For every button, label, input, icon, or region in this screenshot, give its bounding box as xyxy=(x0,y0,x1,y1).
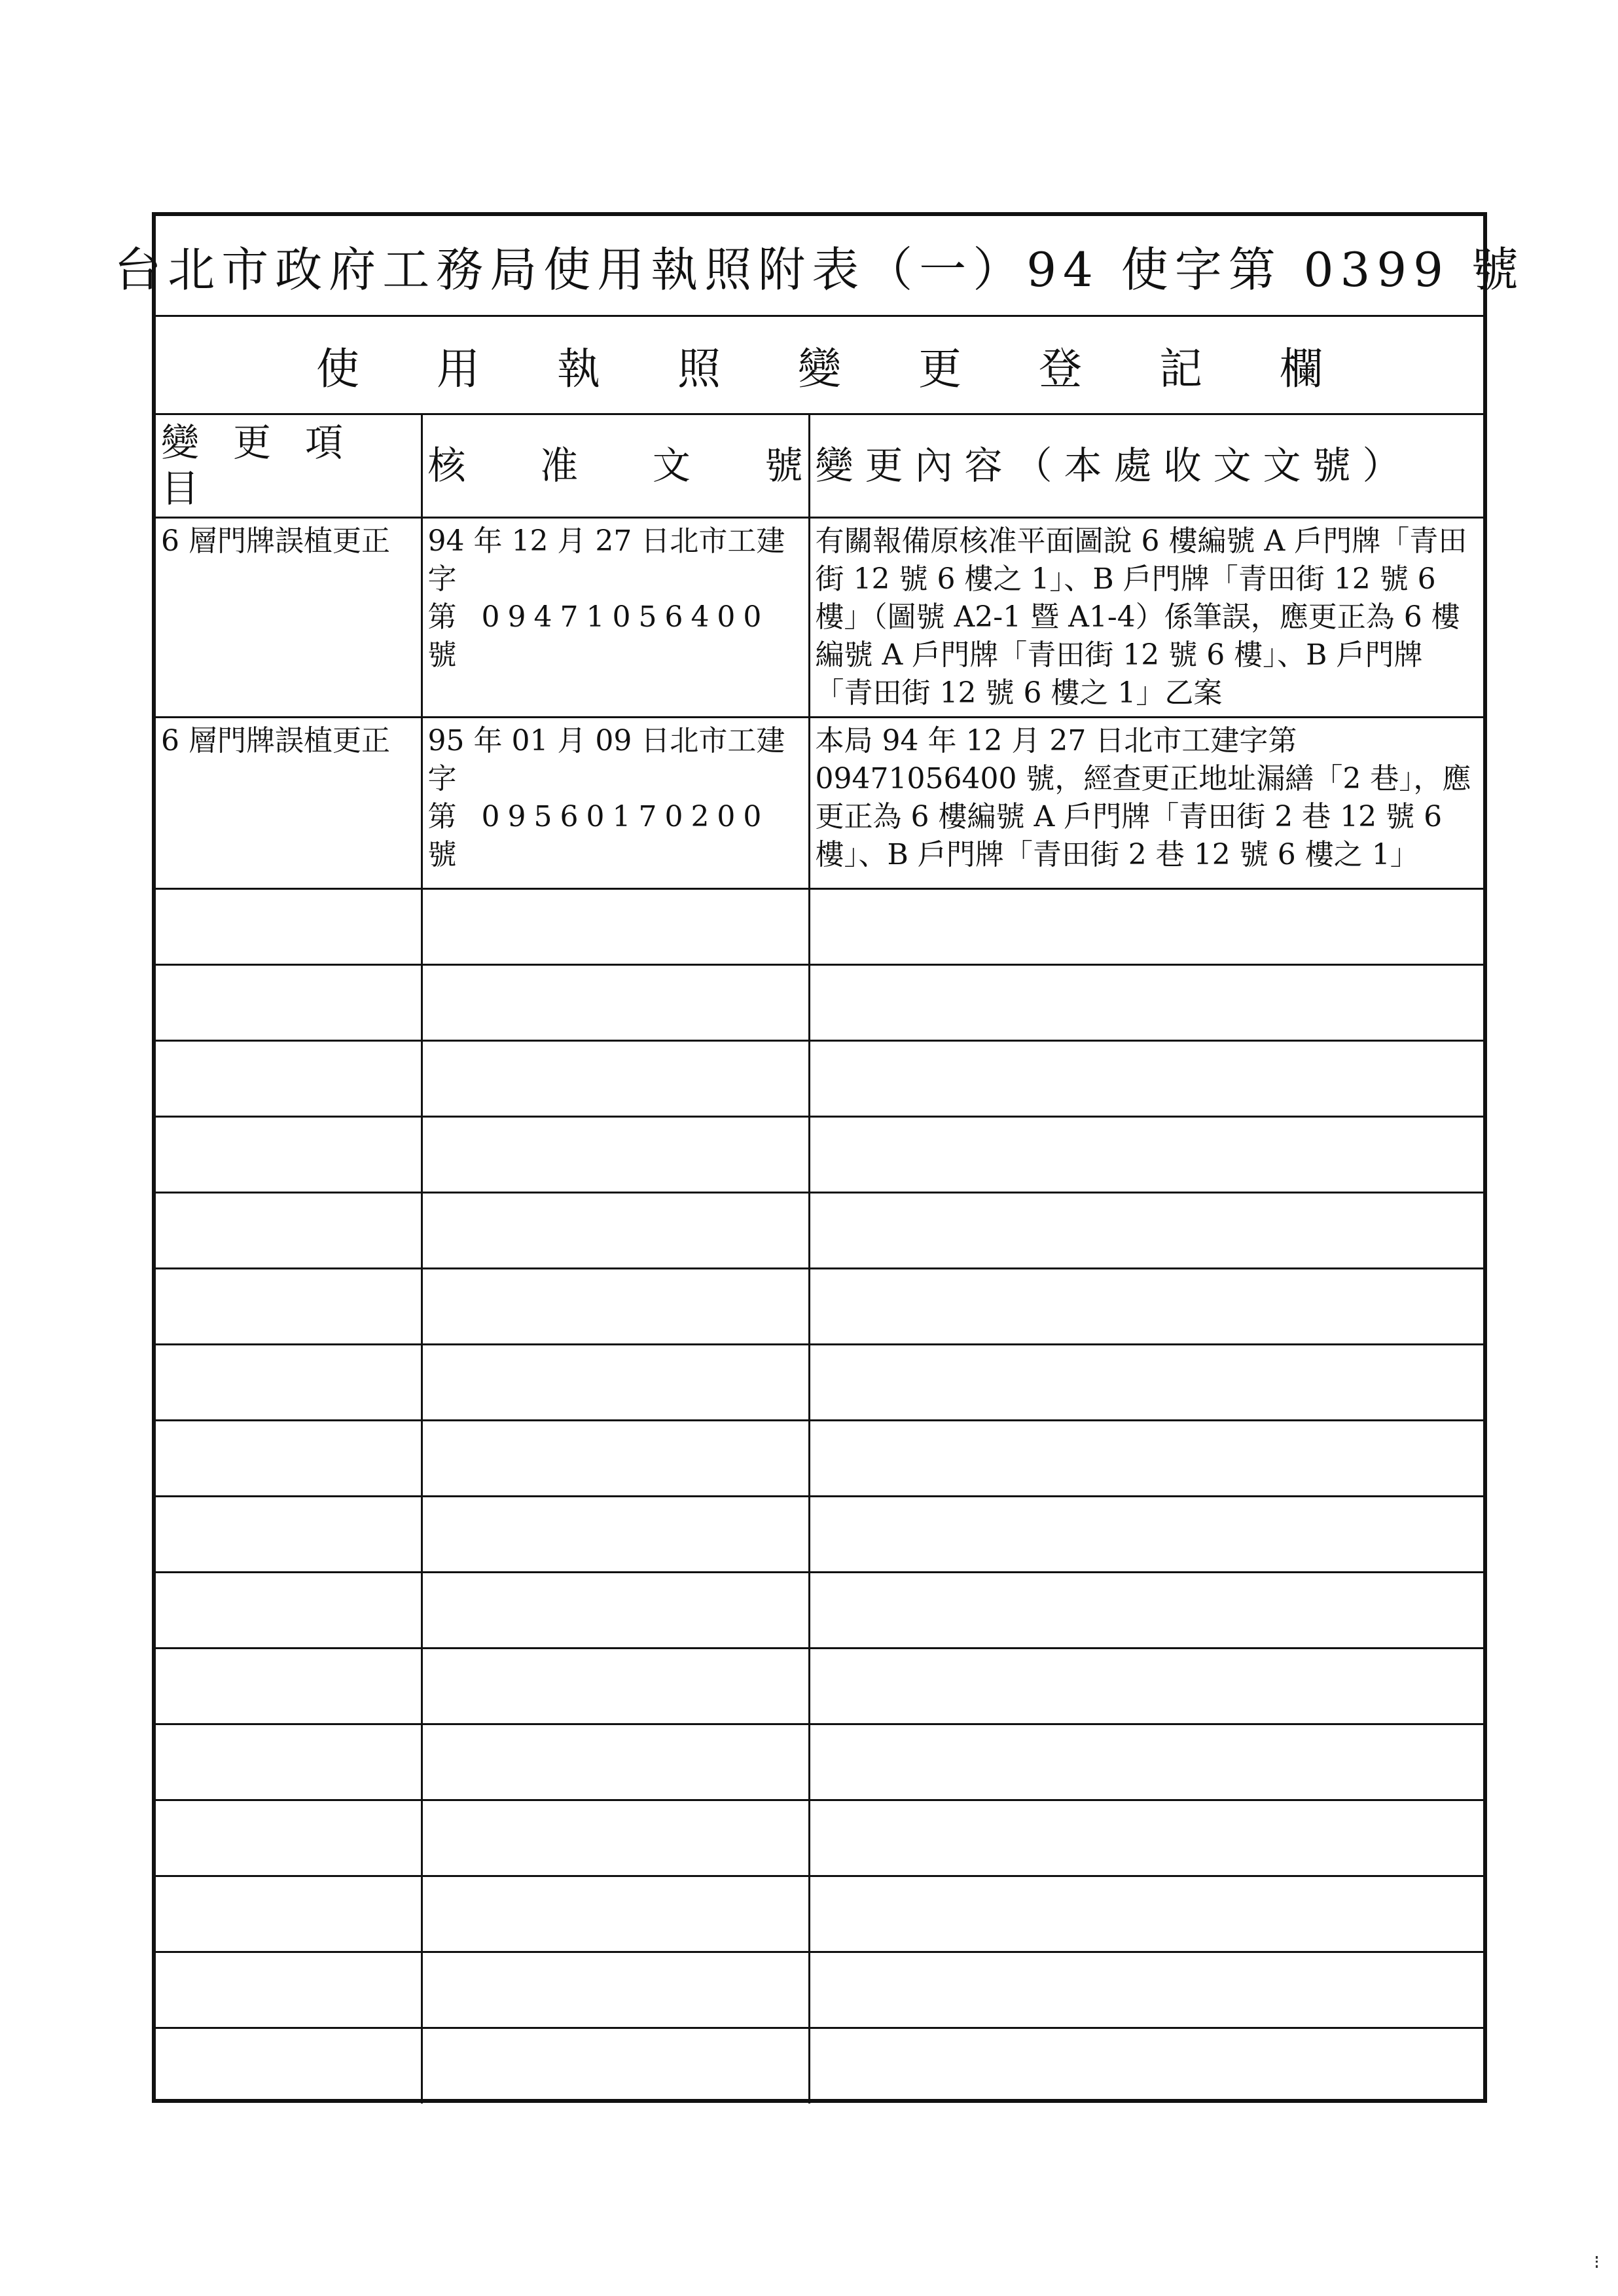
empty-cell xyxy=(156,1572,422,1648)
row-doc-number: 第 09560170200 號 xyxy=(427,799,770,871)
empty-cell xyxy=(156,888,422,964)
empty-row xyxy=(156,1648,1483,1724)
empty-cell xyxy=(809,1572,1483,1648)
empty-row xyxy=(156,1344,1483,1420)
empty-cell xyxy=(809,2028,1483,2104)
empty-row xyxy=(156,1040,1483,1116)
empty-cell xyxy=(422,1724,809,1800)
empty-cell xyxy=(809,1876,1483,1952)
form-title: 台北市政府工務局使用執照附表（一）94 使字第 0399 號 xyxy=(156,216,1483,317)
empty-row xyxy=(156,1952,1483,2028)
form-subtitle-text: 使用執照變更登記欄 xyxy=(316,344,1400,394)
empty-row xyxy=(156,2028,1483,2104)
empty-cell xyxy=(422,1344,809,1420)
scan-edge-mark xyxy=(1596,2256,1602,2268)
empty-row xyxy=(156,1800,1483,1876)
empty-cell xyxy=(422,1496,809,1572)
empty-cell xyxy=(422,1040,809,1116)
empty-row xyxy=(156,888,1483,964)
table-row xyxy=(156,517,1483,717)
empty-cell xyxy=(809,1496,1483,1572)
empty-cell xyxy=(422,964,809,1040)
empty-cell xyxy=(809,1952,1483,2028)
header-doc-no: 核准文號 xyxy=(422,415,809,517)
empty-cell xyxy=(422,1876,809,1952)
empty-row xyxy=(156,1572,1483,1648)
empty-cell xyxy=(422,1952,809,2028)
empty-cell xyxy=(156,1724,422,1800)
empty-cell xyxy=(809,1648,1483,1724)
empty-row xyxy=(156,1876,1483,1952)
empty-cell xyxy=(422,1192,809,1268)
empty-cell xyxy=(156,1800,422,1876)
empty-row xyxy=(156,1496,1483,1572)
empty-cell xyxy=(809,1192,1483,1268)
empty-cell xyxy=(156,1496,422,1572)
header-item: 變更項目 xyxy=(156,415,422,517)
header-row xyxy=(156,415,1483,517)
empty-cell xyxy=(422,1572,809,1648)
empty-row xyxy=(156,1116,1483,1192)
empty-cell xyxy=(156,1268,422,1344)
row-doc xyxy=(422,517,809,717)
empty-cell xyxy=(809,1116,1483,1192)
empty-row xyxy=(156,1192,1483,1268)
change-register-form xyxy=(114,212,1525,2103)
empty-cell xyxy=(156,1876,422,1952)
row-content: 有關報備原核准平面圖說 6 樓編號 A 戶門牌「青田街 12 號 6 樓之 1」、B 戶門牌「青田街 12 號 6 樓」（圖號 A2-1 暨 A1-4）係筆誤，應更正為 6 樓編號 A 戶門牌「青田街 12 號 6 樓」、B 戶門牌「青田街 12 號 6 樓之 1」乙案 xyxy=(809,517,1483,717)
empty-cell xyxy=(156,1952,422,2028)
empty-cell xyxy=(809,1800,1483,1876)
empty-cell xyxy=(422,1116,809,1192)
row-content: 本局 94 年 12 月 27 日北市工建字第 09471056400 號，經查更正地址漏繕「2 巷」，應更正為 6 樓編號 A 戶門牌「青田街 2 巷 12 號 6 樓」、B 戶門牌「青田街 2 巷 12 號 6 樓之 1」 xyxy=(809,717,1483,888)
row-item: 6 層門牌誤植更正 xyxy=(156,717,422,888)
empty-row xyxy=(156,964,1483,1040)
empty-cell xyxy=(422,1648,809,1724)
empty-cell xyxy=(156,2028,422,2104)
empty-cell xyxy=(809,888,1483,964)
row-doc-date: 94 年 12 月 27 日北市工建字 xyxy=(427,524,785,596)
empty-cell xyxy=(156,1192,422,1268)
empty-row xyxy=(156,1268,1483,1344)
register-table xyxy=(156,415,1483,2104)
empty-row xyxy=(156,1420,1483,1496)
empty-cell xyxy=(422,1420,809,1496)
empty-cell xyxy=(156,1040,422,1116)
empty-cell xyxy=(422,2028,809,2104)
empty-cell xyxy=(156,1420,422,1496)
empty-cell xyxy=(156,1116,422,1192)
empty-cell xyxy=(156,1648,422,1724)
empty-cell xyxy=(809,1344,1483,1420)
header-content: 變更內容（本處收文文號） xyxy=(809,415,1483,517)
empty-cell xyxy=(156,964,422,1040)
empty-cell xyxy=(809,1268,1483,1344)
row-item: 6 層門牌誤植更正 xyxy=(156,517,422,717)
empty-cell xyxy=(809,1420,1483,1496)
empty-cell xyxy=(809,1724,1483,1800)
empty-cell xyxy=(422,1800,809,1876)
row-doc xyxy=(422,717,809,888)
empty-cell xyxy=(422,1268,809,1344)
table-row xyxy=(156,717,1483,888)
row-doc-date: 95 年 01 月 09 日北市工建字 xyxy=(427,723,785,795)
empty-row xyxy=(156,1724,1483,1800)
empty-cell xyxy=(809,1040,1483,1116)
form-subtitle xyxy=(156,317,1483,415)
empty-cell xyxy=(422,888,809,964)
row-doc-number: 第 09471056400 號 xyxy=(427,600,770,672)
empty-cell xyxy=(156,1344,422,1420)
empty-cell xyxy=(809,964,1483,1040)
